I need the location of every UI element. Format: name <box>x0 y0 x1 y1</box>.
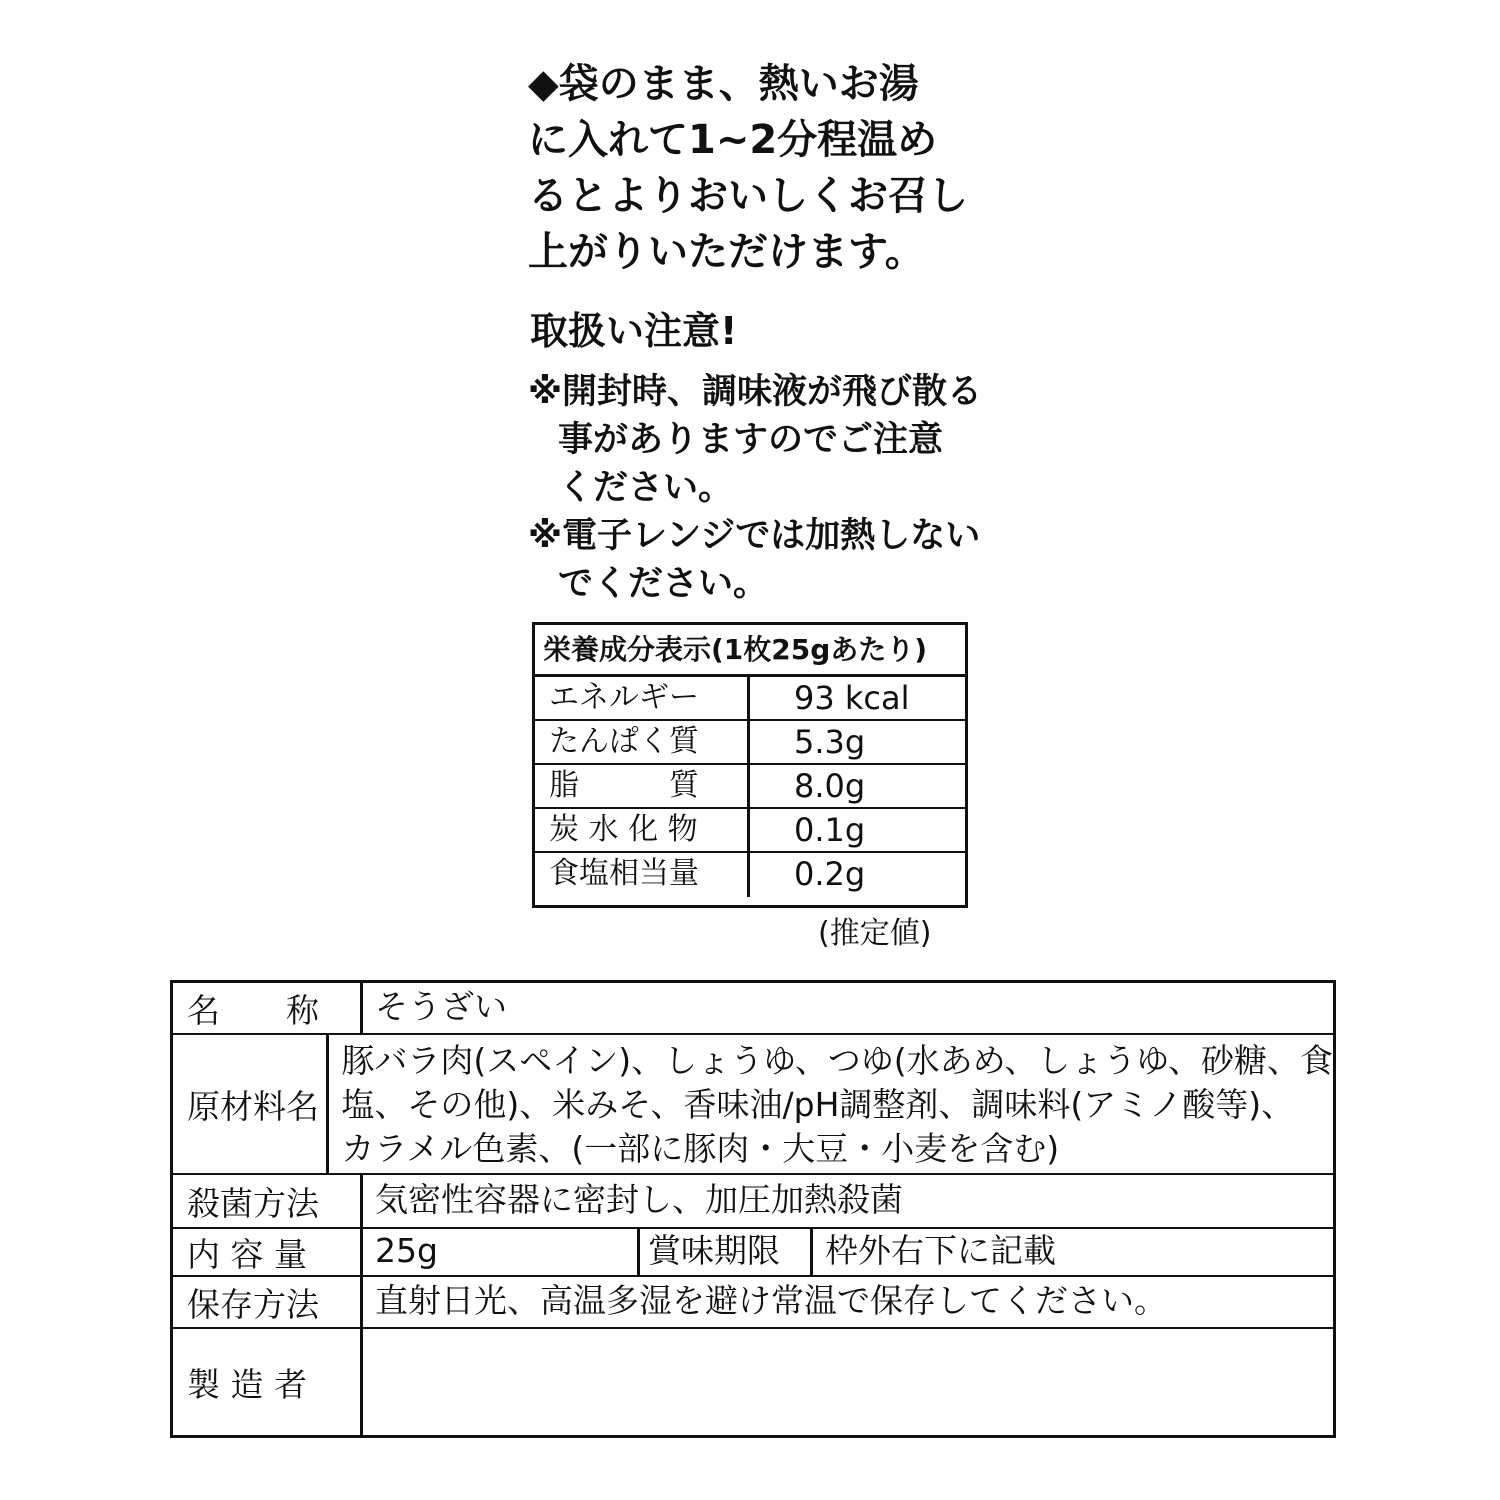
content-value: 25g <box>375 1231 438 1270</box>
nutrition-row <box>535 765 965 809</box>
info-label: 名 称 <box>173 983 363 1033</box>
nutrition-value: 5.3g <box>794 723 866 761</box>
nutrition-row <box>535 853 965 897</box>
info-label: 保存方法 <box>173 1277 363 1327</box>
instruction-line: ◆袋のまま、熱いお湯 <box>528 61 919 107</box>
product-info-table <box>170 980 1336 1438</box>
ingredients-value <box>329 1035 1333 1173</box>
ingredients-line: カラメル色素、(一部に豚肉・大豆・小麦を含む) <box>341 1129 1060 1168</box>
nutrition-label: 脂 質 <box>535 765 750 807</box>
nutrition-label: エネルギー <box>535 677 750 719</box>
nutrition-value: 0.2g <box>794 855 866 893</box>
info-value: 気密性容器に密封し、加圧加熱殺菌 <box>375 1180 903 1219</box>
instruction-line: に入れて1~2分程温め <box>528 117 938 163</box>
nutrition-value: 8.0g <box>794 767 866 805</box>
caution-note-line: でください。 <box>558 564 769 604</box>
nutrition-table-header: 栄養成分表示(1枚25gあたり) <box>535 625 965 677</box>
nutrition-value: 93 kcal <box>794 679 910 717</box>
nutrition-row <box>535 721 965 765</box>
nutrition-value: 0.1g <box>794 811 866 849</box>
caution-note-line: ※電子レンジでは加熱しない <box>528 516 981 556</box>
info-value: 直射日光、高温多湿を避け常温で保存してください。 <box>375 1281 1167 1320</box>
info-row-sterilization <box>173 1175 1333 1229</box>
nutrition-label: たんぱく質 <box>535 721 750 763</box>
nutrition-label: 炭 水 化 物 <box>535 809 750 851</box>
caution-note-line: ※開封時、調味液が飛び散る <box>528 372 983 412</box>
info-label: 製 造 者 <box>173 1329 363 1435</box>
info-row-storage <box>173 1277 1333 1329</box>
best-before-value: 枠外右下に記載 <box>825 1231 1056 1270</box>
ingredients-line: 豚バラ肉(スペイン)、しょうゆ、つゆ(水あめ、しょうゆ、砂糖、食 <box>341 1041 1333 1080</box>
info-label: 原材料名 <box>173 1035 329 1173</box>
caution-note-line: 事がありますのでご注意 <box>558 420 944 460</box>
info-row-manufacturer <box>173 1329 1333 1435</box>
nutrition-label: 食塩相当量 <box>535 853 750 897</box>
info-label: 内 容 量 <box>173 1229 363 1275</box>
caution-notes <box>528 368 998 608</box>
nutrition-row <box>535 677 965 721</box>
heating-instructions <box>528 56 998 280</box>
info-row-name <box>173 983 1333 1035</box>
info-row-ingredients <box>173 1035 1333 1175</box>
info-label: 殺菌方法 <box>173 1175 363 1227</box>
info-value: そうざい <box>375 987 507 1026</box>
nutrition-table <box>532 622 968 908</box>
manufacturer-value <box>363 1329 1333 1435</box>
caution-note-line: ください。 <box>558 468 734 508</box>
info-row-content <box>173 1229 1333 1277</box>
estimated-value-note: (推定値) <box>818 916 932 951</box>
content-and-best-before <box>363 1229 1333 1275</box>
caution-title: 取扱い注意! <box>530 309 738 353</box>
instruction-line: るとよりおいしくお召し <box>528 173 968 219</box>
instruction-line: 上がりいただけます。 <box>528 229 925 275</box>
ingredients-line: 塩、その他)、米みそ、香味油/pH調整剤、調味料(アミノ酸等)、 <box>341 1085 1295 1124</box>
nutrition-row <box>535 809 965 853</box>
best-before-label: 賞味期限 <box>637 1229 813 1275</box>
